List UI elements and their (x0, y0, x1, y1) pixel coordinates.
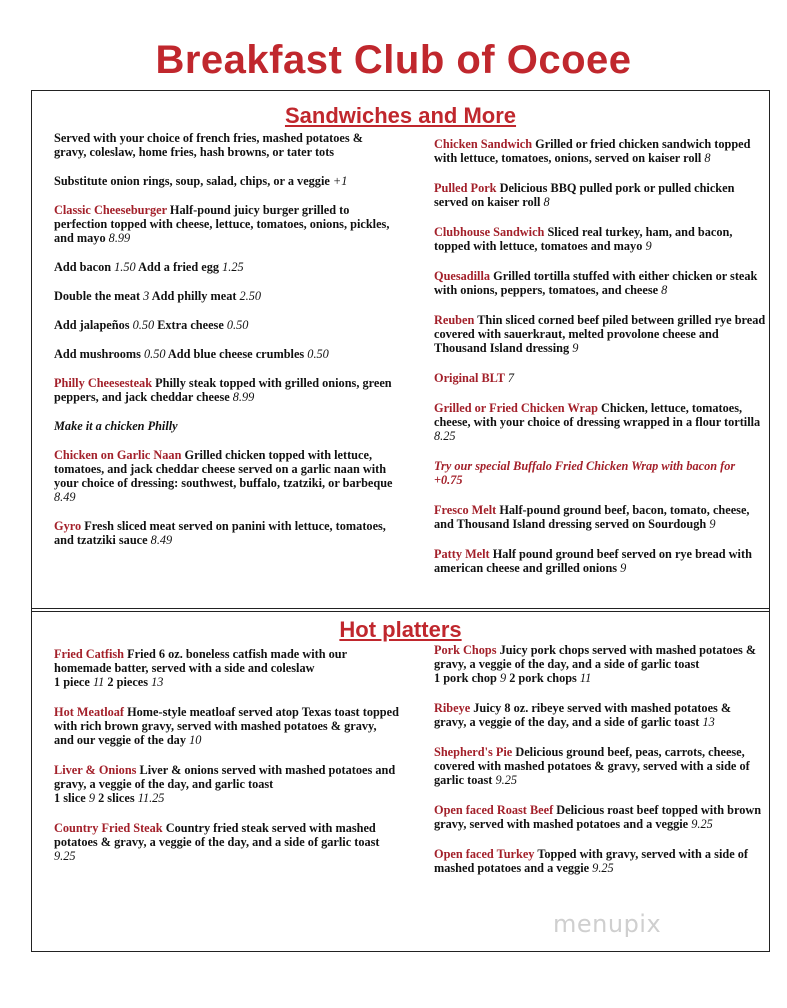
menu-item (434, 847, 766, 875)
item-name: Fried Catfish (54, 647, 125, 661)
item-price: 9.25 (54, 849, 76, 863)
item-description: Home-style meatloaf served atop Texas toast topped with rich brown gravy, served with mashed potatoes & gravy, and our veggie of the day (54, 705, 399, 747)
menu-item (54, 519, 394, 547)
item-description: Thin sliced corned beef piled between grilled rye bread covered with sauerkraut, melted provolone cheese and Thousand Island dressing (434, 313, 766, 355)
item-price: 8.99 (108, 231, 131, 245)
option-label: 2 slices (98, 791, 135, 805)
menu-item (434, 269, 766, 297)
item-price: 8.99 (232, 390, 255, 404)
platters-section (31, 608, 770, 952)
item-description: Delicious BBQ pulled pork or pulled chicken served on kaiser roll (434, 181, 735, 209)
item-description: Juicy 8 oz. ribeye served with mashed potatoes & gravy, a veggie of the day, and a side of garlic toast (434, 701, 732, 729)
item-description: Delicious ground beef, peas, carrots, cheese, covered with mashed potatoes & gravy, served with a side of garlic toast (434, 745, 750, 787)
platters-left-column (54, 647, 399, 863)
item-price: 8.49 (150, 533, 173, 547)
item-price: 7 (507, 371, 514, 385)
menu-item (54, 705, 399, 747)
item-description: Served with your choice of french fries, mashed potatoes & gravy, coleslaw, home fries, hash browns, or tater tots (54, 131, 363, 159)
menu-item (54, 318, 394, 332)
addon-price: 0.50 (132, 318, 155, 332)
item-note: Try our special Buffalo Fried Chicken Wrap with bacon for +0.75 (434, 459, 736, 487)
menu-item (54, 289, 394, 303)
option-price: 11 (579, 671, 592, 685)
item-price: 9 (620, 561, 627, 575)
item-price: 13 (702, 715, 715, 729)
item-description: Liver & onions served with mashed potatoes and gravy, a veggie of the day, and garlic toast (54, 763, 396, 791)
item-name: Philly Cheesesteak (54, 376, 153, 390)
item-name: Country Fried Steak (54, 821, 163, 835)
menu-item (54, 376, 394, 404)
menu-item (434, 181, 766, 209)
item-description: Half-pound juicy burger grilled to perfection topped with cheese, lettuce, tomatoes, onions, pickles, and mayo (54, 203, 390, 245)
item-description: Topped with gravy, served with a side of mashed potatoes and a veggie (434, 847, 748, 875)
sandwiches-left-column (54, 131, 394, 547)
item-price: 8.49 (54, 490, 76, 504)
item-description: Sliced real turkey, ham, and bacon, topped with lettuce, tomatoes and mayo (434, 225, 733, 253)
item-name: Grilled or Fried Chicken Wrap (434, 401, 598, 415)
menu-item (54, 763, 399, 805)
item-price: +1 (332, 174, 348, 188)
item-description: Fried 6 oz. boneless catfish made with our homemade batter, served with a side and coleslaw (54, 647, 347, 675)
menu-item (54, 203, 394, 245)
item-description: Substitute onion rings, soup, salad, chips, or a veggie (54, 174, 330, 188)
option-price: 11.25 (137, 791, 165, 805)
item-name: Hot Meatloaf (54, 705, 124, 719)
menu-item (54, 419, 394, 433)
item-price: 9 (709, 517, 716, 531)
menu-item (54, 260, 394, 274)
item-name: Chicken on Garlic Naan (54, 448, 182, 462)
addon-label: Add blue cheese crumbles (167, 347, 305, 361)
item-price: 8.25 (434, 429, 456, 443)
item-price: 9.25 (495, 773, 518, 787)
item-note: Make it a chicken Philly (54, 419, 178, 433)
item-description: Grilled or fried chicken sandwich topped with lettuce, tomatoes, onions, served on kaiser roll (434, 137, 751, 165)
menu-item (434, 371, 766, 385)
item-name: Gyro (54, 519, 82, 533)
menu-item (434, 459, 766, 487)
sandwiches-section (31, 90, 770, 612)
addon-price: 0.50 (307, 347, 329, 361)
item-name: Ribeye (434, 701, 471, 715)
item-price: 9 (572, 341, 579, 355)
addon-price: 3 (143, 289, 150, 303)
item-description: Half-pound ground beef, bacon, tomato, cheese, and Thousand Island dressing served on Sourdough (434, 503, 750, 531)
item-description: Grilled chicken topped with lettuce, tomatoes, and jack cheddar cheese served on a garlic naan with your choice of dressing: southwest, buffalo, tzatziki, or barbeque (54, 448, 393, 490)
item-description: Country fried steak served with mashed potatoes & gravy, a veggie of the day, and a side of garlic toast (54, 821, 380, 849)
item-name: Pulled Pork (434, 181, 497, 195)
item-name: Patty Melt (434, 547, 490, 561)
item-description: Delicious roast beef topped with brown gravy, served with mashed potatoes and a veggie (434, 803, 762, 831)
addon-price: 0.50 (226, 318, 249, 332)
menu-item (434, 401, 766, 443)
addon-price: 1.50 (114, 260, 136, 274)
addon-label: Double the meat (54, 289, 141, 303)
addon-label: Add a fried egg (138, 260, 220, 274)
item-name: Fresco Melt (434, 503, 497, 517)
item-description: Chicken, lettuce, tomatoes, cheese, with your choice of dressing wrapped in a flour tortilla (434, 401, 761, 429)
addon-price: 1.25 (222, 260, 244, 274)
menu-item (434, 503, 766, 531)
option-label: 1 slice (54, 791, 86, 805)
menu-item (434, 803, 766, 831)
watermark-logo: menupix (553, 910, 662, 938)
item-name: Reuben (434, 313, 475, 327)
option-price: 11 (92, 675, 105, 689)
menu-item (434, 701, 766, 729)
item-name: Shepherd's Pie (434, 745, 513, 759)
option-label: 1 pork chop (434, 671, 497, 685)
menu-item (434, 225, 766, 253)
item-price: 8 (661, 283, 668, 297)
item-name: Original BLT (434, 371, 505, 385)
item-price: 9 (645, 239, 652, 253)
item-price: 10 (189, 733, 202, 747)
menu-item (434, 643, 766, 685)
item-description: Fresh sliced meat served on panini with lettuce, tomatoes, and tzatziki sauce (54, 519, 386, 547)
option-label: 2 pieces (107, 675, 149, 689)
menu-item (54, 647, 399, 689)
menu-item (434, 547, 766, 575)
menu-item (54, 131, 394, 159)
addon-price: 2.50 (239, 289, 262, 303)
option-price: 9 (88, 791, 95, 805)
platters-right-column (434, 643, 766, 875)
option-price: 9 (499, 671, 507, 685)
addon-label: Add jalapeños (54, 318, 130, 332)
menu-item (54, 821, 399, 863)
item-name: Chicken Sandwich (434, 137, 533, 151)
menu-title: Breakfast Club of Ocoee (155, 38, 632, 82)
item-name: Liver & Onions (54, 763, 137, 777)
item-price: 9.25 (592, 861, 614, 875)
item-price: 8 (543, 195, 550, 209)
addon-label: Extra cheese (157, 318, 224, 332)
addon-label: Add bacon (54, 260, 112, 274)
item-price: 8 (704, 151, 711, 165)
option-price: 13 (151, 675, 164, 689)
item-description: Half pound ground beef served on rye bread with american cheese and grilled onions (434, 547, 752, 575)
item-name: Open faced Turkey (434, 847, 535, 861)
sandwiches-heading: Sandwiches and More (284, 103, 517, 128)
item-name: Clubhouse Sandwich (434, 225, 545, 239)
menu-item (54, 347, 394, 361)
addon-label: Add mushrooms (54, 347, 141, 361)
option-label: 1 piece (54, 675, 90, 689)
menu-item (54, 174, 394, 188)
addon-price: 0.50 (143, 347, 166, 361)
item-description: Juicy pork chops served with mashed potatoes & gravy, a veggie of the day, and a side of garlic toast (434, 643, 757, 671)
item-price: 9.25 (691, 817, 713, 831)
addon-label: Add philly meat (151, 289, 237, 303)
item-description: Grilled tortilla stuffed with either chicken or steak with onions, peppers, tomatoes, and cheese (434, 269, 758, 297)
sandwiches-right-column (434, 137, 766, 575)
item-name: Classic Cheeseburger (54, 203, 167, 217)
menu-item (434, 313, 766, 355)
item-name: Open faced Roast Beef (434, 803, 554, 817)
menu-item (434, 137, 766, 165)
item-name: Quesadilla (434, 269, 491, 283)
option-label: 2 pork chops (509, 671, 577, 685)
item-name: Pork Chops (434, 643, 497, 657)
menu-item (434, 745, 766, 787)
menu-item (54, 448, 394, 504)
item-description: Philly steak topped with grilled onions, green peppers, and jack cheddar cheese (54, 376, 392, 404)
platters-heading: Hot platters (339, 617, 462, 642)
